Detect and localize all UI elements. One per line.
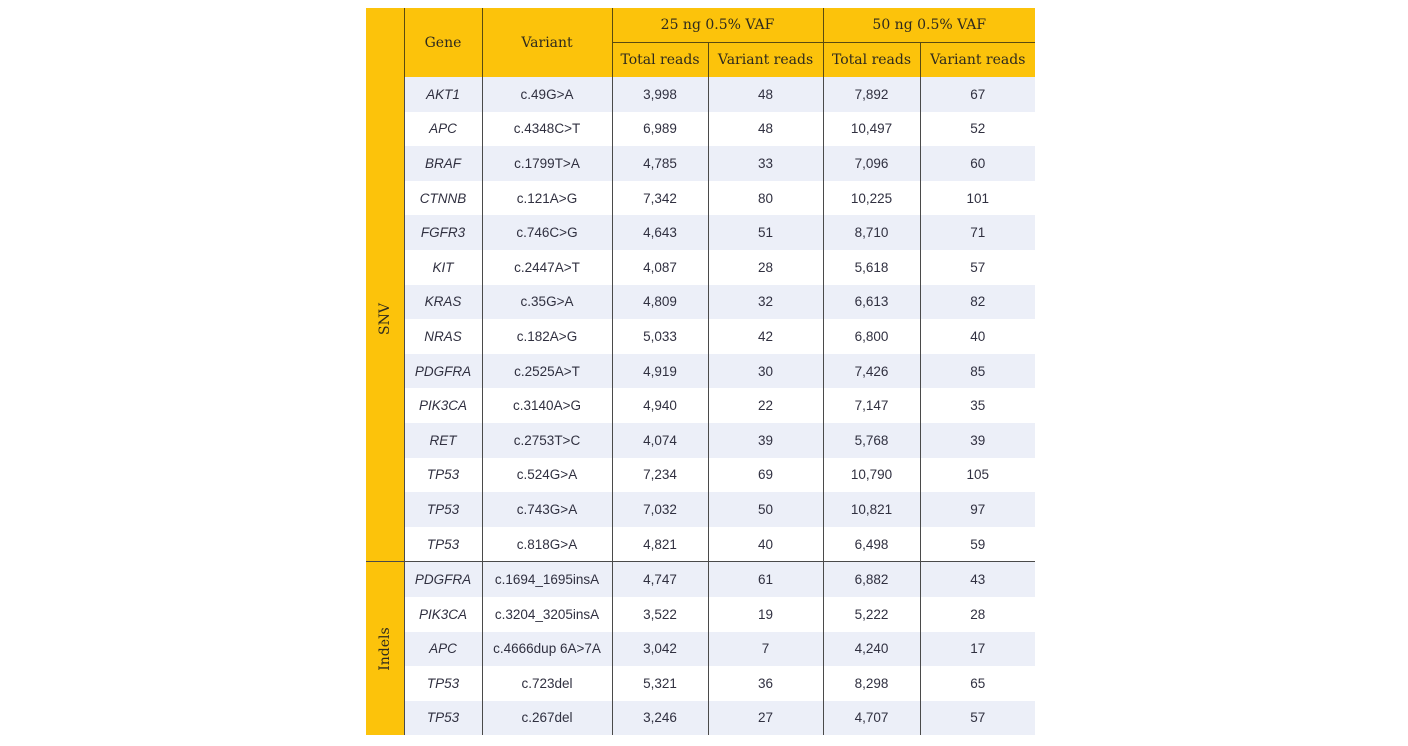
gene-cell: TP53 [404, 458, 482, 493]
variant-reads-50-cell: 39 [920, 423, 1035, 458]
total-reads-25-cell: 4,785 [612, 146, 708, 181]
total-reads-50-cell: 10,821 [823, 492, 920, 527]
variant-cell: c.524G>A [482, 458, 612, 493]
gene-cell: CTNNB [404, 181, 482, 216]
table-row [366, 423, 1035, 458]
total-reads-25-cell: 4,747 [612, 562, 708, 597]
reads-table-container [366, 8, 1035, 735]
row-group-label-cell [366, 562, 404, 735]
reads-table [366, 8, 1035, 735]
variant-reads-25-cell: 48 [708, 77, 823, 112]
total-reads-25-cell: 4,809 [612, 285, 708, 320]
variant-reads-25-header: Variant reads [708, 43, 823, 78]
gene-cell: KIT [404, 250, 482, 285]
variant-reads-25-cell: 69 [708, 458, 823, 493]
variant-reads-25-cell: 30 [708, 354, 823, 389]
total-reads-25-cell: 6,989 [612, 112, 708, 147]
gene-column-header: Gene [404, 8, 482, 77]
total-reads-50-cell: 5,222 [823, 597, 920, 632]
table-row [366, 632, 1035, 667]
total-reads-25-cell: 4,919 [612, 354, 708, 389]
variant-reads-50-cell: 85 [920, 354, 1035, 389]
variant-cell: c.267del [482, 701, 612, 736]
variant-reads-25-cell: 32 [708, 285, 823, 320]
variant-reads-25-cell: 7 [708, 632, 823, 667]
variant-reads-25-cell: 80 [708, 181, 823, 216]
variant-reads-50-cell: 82 [920, 285, 1035, 320]
total-reads-50-cell: 7,096 [823, 146, 920, 181]
gene-cell: FGFR3 [404, 215, 482, 250]
total-reads-25-cell: 3,998 [612, 77, 708, 112]
table-row [366, 597, 1035, 632]
total-reads-25-cell: 3,246 [612, 701, 708, 736]
variant-reads-25-cell: 51 [708, 215, 823, 250]
total-reads-25-cell: 4,821 [612, 527, 708, 562]
table-header [366, 8, 1035, 77]
variant-reads-50-header: Variant reads [920, 43, 1035, 78]
variant-reads-25-cell: 36 [708, 666, 823, 701]
variant-cell: c.35G>A [482, 285, 612, 320]
row-group-label: Indels [376, 627, 393, 671]
variant-cell: c.818G>A [482, 527, 612, 562]
variant-reads-25-cell: 28 [708, 250, 823, 285]
variant-reads-50-cell: 40 [920, 319, 1035, 354]
gene-cell: APC [404, 632, 482, 667]
total-reads-25-cell: 4,643 [612, 215, 708, 250]
table-row [366, 562, 1035, 597]
variant-reads-25-cell: 33 [708, 146, 823, 181]
table-row [366, 458, 1035, 493]
table-row [366, 146, 1035, 181]
table-body [366, 77, 1035, 735]
variant-cell: c.49G>A [482, 77, 612, 112]
total-reads-25-cell: 4,940 [612, 388, 708, 423]
variant-reads-50-cell: 43 [920, 562, 1035, 597]
gene-cell: AKT1 [404, 77, 482, 112]
total-reads-50-header: Total reads [823, 43, 920, 78]
variant-reads-50-cell: 60 [920, 146, 1035, 181]
variant-column-header: Variant [482, 8, 612, 77]
gene-cell: NRAS [404, 319, 482, 354]
variant-cell: c.3204_3205insA [482, 597, 612, 632]
variant-reads-25-cell: 40 [708, 527, 823, 562]
variant-cell: c.723del [482, 666, 612, 701]
variant-cell: c.746C>G [482, 215, 612, 250]
table-row [366, 250, 1035, 285]
gene-cell: PIK3CA [404, 597, 482, 632]
table-row [366, 388, 1035, 423]
variant-reads-50-cell: 28 [920, 597, 1035, 632]
total-reads-50-cell: 7,892 [823, 77, 920, 112]
variant-reads-50-cell: 57 [920, 250, 1035, 285]
row-group-label-cell [366, 77, 404, 562]
total-reads-50-cell: 7,147 [823, 388, 920, 423]
table-row [366, 354, 1035, 389]
table-row [366, 77, 1035, 112]
variant-reads-50-cell: 59 [920, 527, 1035, 562]
gene-cell: TP53 [404, 701, 482, 736]
total-reads-50-cell: 4,707 [823, 701, 920, 736]
gene-cell: TP53 [404, 527, 482, 562]
gene-cell: PDGFRA [404, 562, 482, 597]
gene-cell: APC [404, 112, 482, 147]
total-reads-50-cell: 5,768 [823, 423, 920, 458]
variant-cell: c.4666dup 6A>7A [482, 632, 612, 667]
table-row [366, 319, 1035, 354]
total-reads-25-cell: 7,032 [612, 492, 708, 527]
total-reads-50-cell: 10,790 [823, 458, 920, 493]
total-reads-50-cell: 6,882 [823, 562, 920, 597]
variant-reads-50-cell: 57 [920, 701, 1035, 736]
gene-cell: TP53 [404, 666, 482, 701]
gene-cell: BRAF [404, 146, 482, 181]
total-reads-50-cell: 6,800 [823, 319, 920, 354]
variant-cell: c.4348C>T [482, 112, 612, 147]
total-reads-50-cell: 6,498 [823, 527, 920, 562]
table-row [366, 181, 1035, 216]
total-reads-50-cell: 5,618 [823, 250, 920, 285]
total-reads-25-cell: 4,074 [612, 423, 708, 458]
total-reads-50-cell: 7,426 [823, 354, 920, 389]
total-reads-25-cell: 5,321 [612, 666, 708, 701]
variant-cell: c.121A>G [482, 181, 612, 216]
group-25ng-header: 25 ng 0.5% VAF [612, 8, 823, 43]
total-reads-25-cell: 5,033 [612, 319, 708, 354]
variant-reads-50-cell: 71 [920, 215, 1035, 250]
total-reads-50-cell: 6,613 [823, 285, 920, 320]
table-row [366, 285, 1035, 320]
table-row [366, 666, 1035, 701]
group-header-spacer [366, 8, 404, 77]
variant-cell: c.743G>A [482, 492, 612, 527]
table-row [366, 492, 1035, 527]
gene-cell: RET [404, 423, 482, 458]
total-reads-25-header: Total reads [612, 43, 708, 78]
total-reads-25-cell: 7,342 [612, 181, 708, 216]
total-reads-50-cell: 8,298 [823, 666, 920, 701]
variant-reads-25-cell: 39 [708, 423, 823, 458]
gene-cell: KRAS [404, 285, 482, 320]
variant-cell: c.2753T>C [482, 423, 612, 458]
row-group-label: SNV [376, 303, 393, 336]
gene-cell: PIK3CA [404, 388, 482, 423]
variant-reads-25-cell: 42 [708, 319, 823, 354]
variant-cell: c.1694_1695insA [482, 562, 612, 597]
total-reads-50-cell: 10,497 [823, 112, 920, 147]
total-reads-50-cell: 8,710 [823, 215, 920, 250]
variant-reads-50-cell: 52 [920, 112, 1035, 147]
group-50ng-header: 50 ng 0.5% VAF [823, 8, 1035, 43]
table-row [366, 215, 1035, 250]
total-reads-25-cell: 3,042 [612, 632, 708, 667]
variant-reads-25-cell: 61 [708, 562, 823, 597]
table-row [366, 112, 1035, 147]
gene-cell: TP53 [404, 492, 482, 527]
variant-reads-50-cell: 97 [920, 492, 1035, 527]
variant-reads-50-cell: 67 [920, 77, 1035, 112]
variant-cell: c.2447A>T [482, 250, 612, 285]
variant-reads-25-cell: 48 [708, 112, 823, 147]
total-reads-50-cell: 10,225 [823, 181, 920, 216]
variant-reads-25-cell: 27 [708, 701, 823, 736]
total-reads-50-cell: 4,240 [823, 632, 920, 667]
variant-reads-25-cell: 50 [708, 492, 823, 527]
variant-reads-50-cell: 105 [920, 458, 1035, 493]
variant-cell: c.2525A>T [482, 354, 612, 389]
gene-cell: PDGFRA [404, 354, 482, 389]
variant-reads-50-cell: 35 [920, 388, 1035, 423]
variant-reads-50-cell: 65 [920, 666, 1035, 701]
table-row [366, 701, 1035, 736]
total-reads-25-cell: 3,522 [612, 597, 708, 632]
total-reads-25-cell: 7,234 [612, 458, 708, 493]
table-row [366, 527, 1035, 562]
variant-reads-50-cell: 101 [920, 181, 1035, 216]
variant-cell: c.1799T>A [482, 146, 612, 181]
variant-cell: c.182A>G [482, 319, 612, 354]
variant-cell: c.3140A>G [482, 388, 612, 423]
variant-reads-25-cell: 19 [708, 597, 823, 632]
variant-reads-25-cell: 22 [708, 388, 823, 423]
variant-reads-50-cell: 17 [920, 632, 1035, 667]
total-reads-25-cell: 4,087 [612, 250, 708, 285]
